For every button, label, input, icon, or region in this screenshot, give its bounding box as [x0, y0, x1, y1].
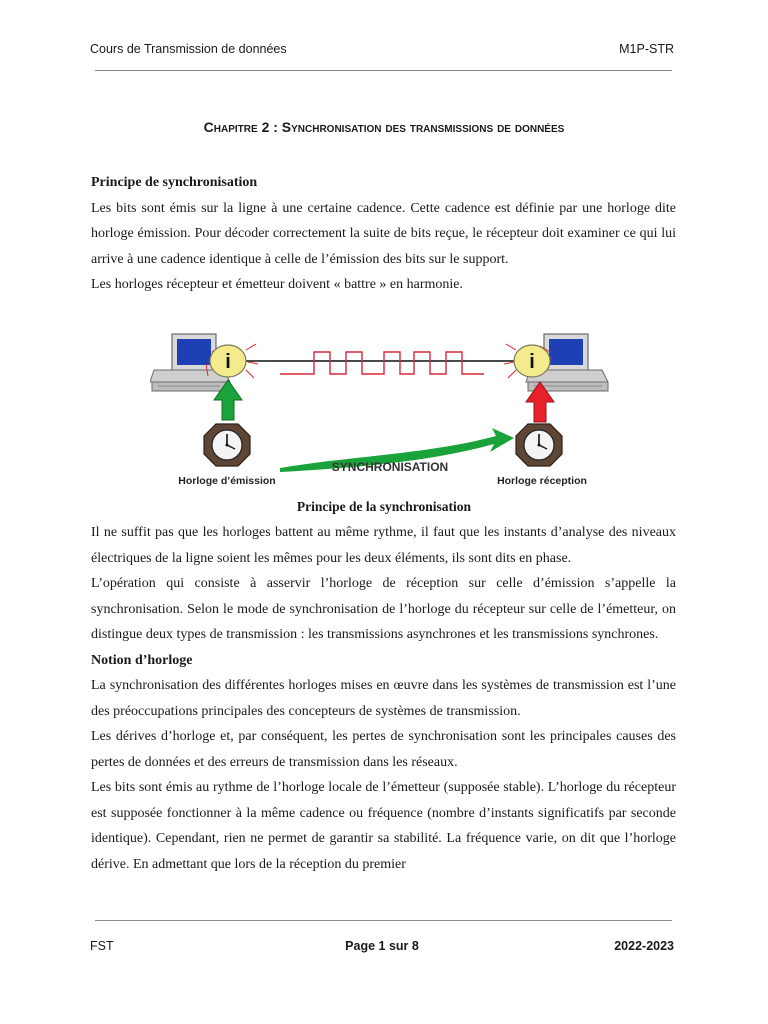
emission-clock-label: Horloge d’émission [178, 475, 276, 487]
emission-clock-icon [204, 424, 250, 466]
reception-clock-icon [516, 424, 562, 466]
left-info-icon [210, 345, 246, 377]
footer-institution: FST [90, 939, 114, 953]
chapter-title: Chapitre 2 : Synchronisation des transmissions de données [203, 119, 565, 135]
right-info-icon [514, 345, 550, 377]
course-title: Cours de Transmission de données [90, 42, 287, 56]
paragraph: La synchronisation des différentes horloges mises en œuvre dans les systèmes de transmission est l’une des préoccupations principales des concepteurs de systèmes de transmission. [91, 678, 676, 719]
course-code: M1P-STR [619, 42, 674, 56]
header-rule [95, 70, 672, 71]
section-body [91, 520, 676, 877]
paragraph: L’opération qui consiste à asservir l’horloge de réception sur celle d’émission s’appelle la synchronisation. Selon le mode de synchronisation de l’horloge du récepteur sur celle de l’émetteur, on distingue deux types de transmission : les transmissions asynchrones et les transmissions synchrones. [91, 576, 676, 642]
figure-caption: Principe de la synchronisation [296, 499, 472, 514]
svg-text:i: i [225, 351, 231, 373]
paragraph: Les dérives d’horloge et, par conséquent, les pertes de synchronisation sont les principales causes des pertes de données et des erreurs de transmission dans les réseaux. [91, 729, 676, 770]
paragraph: Les bits sont émis au rythme de l’horloge locale de l’émetteur (supposée stable). L’horloge du récepteur est supposée fonctionner à la même cadence ou fréquence (nombre d’instants significatifs par seconde identique). Cependant, rien ne permet de garantir sa stabilité. La fréquence varie, on dit que l’horloge dérive. En admettant que lors de la réception du premier [91, 780, 676, 872]
paragraph: Les horloges récepteur et émetteur doivent « battre » en harmonie. [91, 277, 464, 292]
page-footer [90, 939, 674, 959]
academic-year: 2022-2023 [614, 939, 674, 953]
page-number: Page 1 sur 8 [345, 939, 419, 953]
section-synchronisation-principle [91, 170, 676, 298]
svg-text:i: i [529, 351, 535, 373]
reception-clock-label: Horloge réception [497, 475, 587, 487]
signal-waveform [280, 352, 484, 374]
paragraph: Les bits sont émis sur la ligne à une certaine cadence. Cette cadence est définie par une horloge dite horloge émission. Pour décoder correctement la suite de bits reçue, le récepteur doit examiner ce qui lui arrive à une cadence identique à celle de l’émission des bits sur le support. [91, 200, 676, 267]
paragraph: Il ne suffit pas que les horloges battent au même rythme, il faut que les instants d’analyse des niveaux électriques de la ligne soient les mêmes pour les deux éléments, ils sont dits en phase. [91, 525, 676, 566]
sync-label: SYNCHRONISATION [331, 460, 449, 474]
footer-rule [95, 920, 672, 921]
page-header [90, 42, 674, 62]
section-heading: Principe de synchronisation [91, 175, 258, 190]
section-heading: Notion d’horloge [91, 652, 193, 668]
synchronisation-figure [150, 328, 610, 490]
